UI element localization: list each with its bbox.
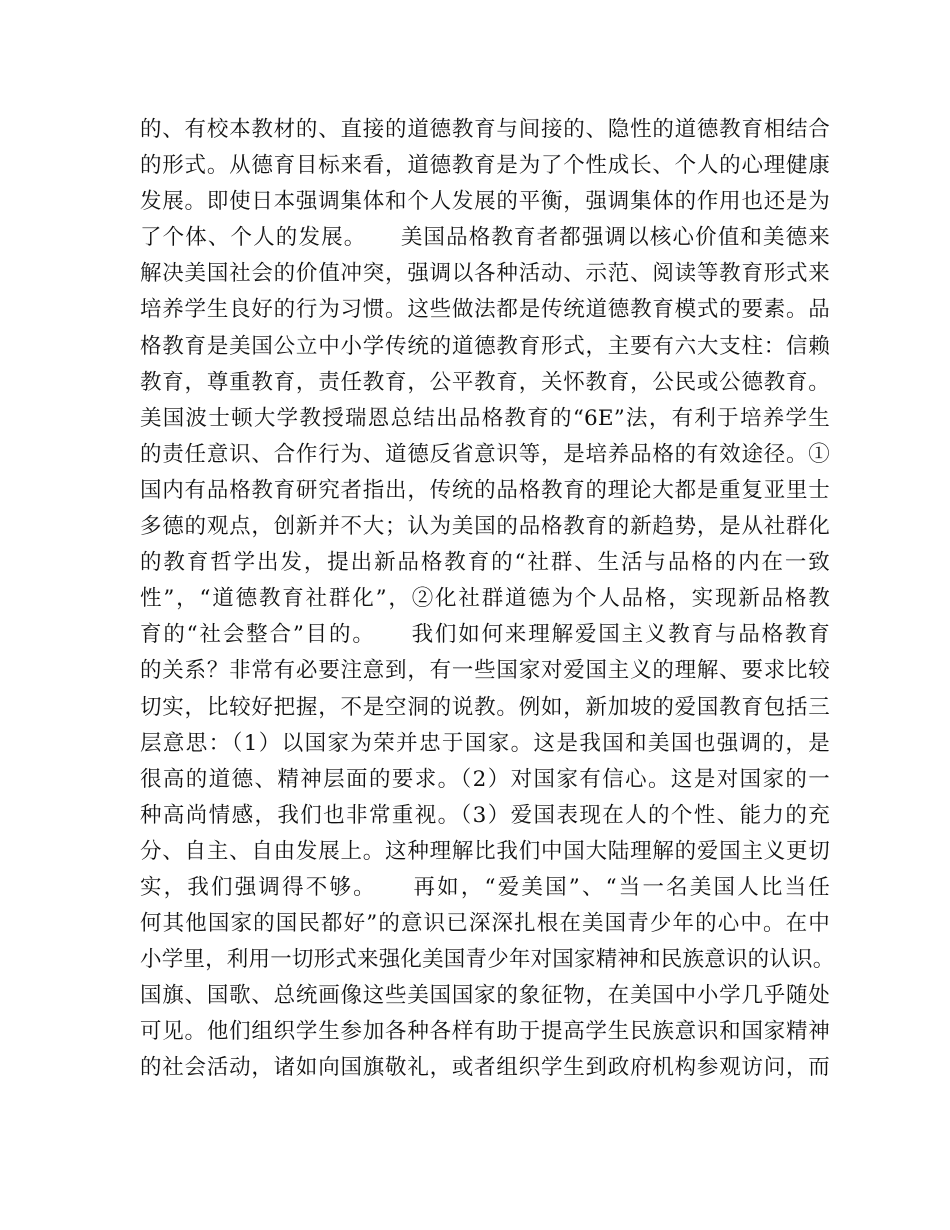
text-line-2: 的形式。从德育目标来看，道德教育是为了个性成长、个人的心理健康 xyxy=(140,153,830,179)
text-line-9: 美国波士顿大学教授瑞恩总结出品格教育的“6E”法，有利于培养学生 xyxy=(140,405,830,431)
text-line-19: 很高的道德、精神层面的要求。（2）对国家有信心。这是对国家的一 xyxy=(140,766,830,792)
text-line-27: 的社会活动，诸如向国旗敬礼，或者组织学生到政府机构参观访问，而 xyxy=(140,1055,830,1081)
text-line-17: 切实，比较好把握，不是空洞的说教。例如，新加坡的爱国教育包括三 xyxy=(140,694,830,720)
text-line-15: 育的“社会整合”目的。 我们如何来理解爱国主义教育与品格教育 xyxy=(140,622,830,648)
text-line-14: 性”，“道德教育社群化”，②化社群道德为个人品格，实现新品格教 xyxy=(140,586,830,612)
text-line-26: 可见。他们组织学生参加各种各样有助于提高学生民族意识和国家精神 xyxy=(140,1019,830,1045)
text-line-22: 实，我们强调得不够。 再如，“爱美国”、“当一名美国人比当任 xyxy=(140,874,830,900)
text-line-4: 了个体、个人的发展。 美国品格教育者都强调以核心价值和美德来 xyxy=(140,225,830,251)
text-line-1: 的、有校本教材的、直接的道德教育与间接的、隐性的道德教育相结合 xyxy=(140,117,830,142)
body-text xyxy=(140,112,835,1087)
text-line-13: 的教育哲学出发，提出新品格教育的“社群、生活与品格的内在一致 xyxy=(140,550,830,576)
text-line-25: 国旗、国歌、总统画像这些美国国家的象征物，在美国中小学几乎随处 xyxy=(140,983,830,1009)
text-line-6: 培养学生良好的行为习惯。这些做法都是传统道德教育模式的要素。品 xyxy=(140,297,830,323)
text-line-12: 多德的观点，创新并不大；认为美国的品格教育的新趋势，是从社群化 xyxy=(140,514,830,540)
text-line-24: 小学里，利用一切形式来强化美国青少年对国家精神和民族意识的认识。 xyxy=(140,947,835,973)
text-line-21: 分、自主、自由发展上。这种理解比我们中国大陆理解的爱国主义更切 xyxy=(140,838,830,864)
text-line-16: 的关系？非常有必要注意到，有一些国家对爱国主义的理解、要求比较 xyxy=(140,658,830,684)
text-line-11: 国内有品格教育研究者指出，传统的品格教育的理论大都是重复亚里士 xyxy=(140,477,830,503)
text-line-5: 解决美国社会的价值冲突，强调以各种活动、示范、阅读等教育形式来 xyxy=(140,261,830,287)
text-line-23: 何其他国家的国民都好”的意识已深深扎根在美国青少年的心中。在中 xyxy=(140,911,830,937)
text-line-18: 层意思：（1）以国家为荣并忠于国家。这是我国和美国也强调的，是 xyxy=(140,730,830,756)
text-line-10: 的责任意识、合作行为、道德反省意识等，是培养品格的有效途径。① xyxy=(140,441,830,467)
text-line-20: 种高尚情感，我们也非常重视。（3）爱国表现在人的个性、能力的充 xyxy=(140,802,830,828)
text-line-7: 格教育是美国公立中小学传统的道德教育形式，主要有六大支柱：信赖 xyxy=(140,333,830,359)
text-line-8: 教育，尊重教育，责任教育，公平教育，关怀教育，公民或公德教育。 xyxy=(140,369,830,395)
text-line-3: 发展。即使日本强调集体和个人发展的平衡，强调集体的作用也还是为 xyxy=(140,189,830,215)
